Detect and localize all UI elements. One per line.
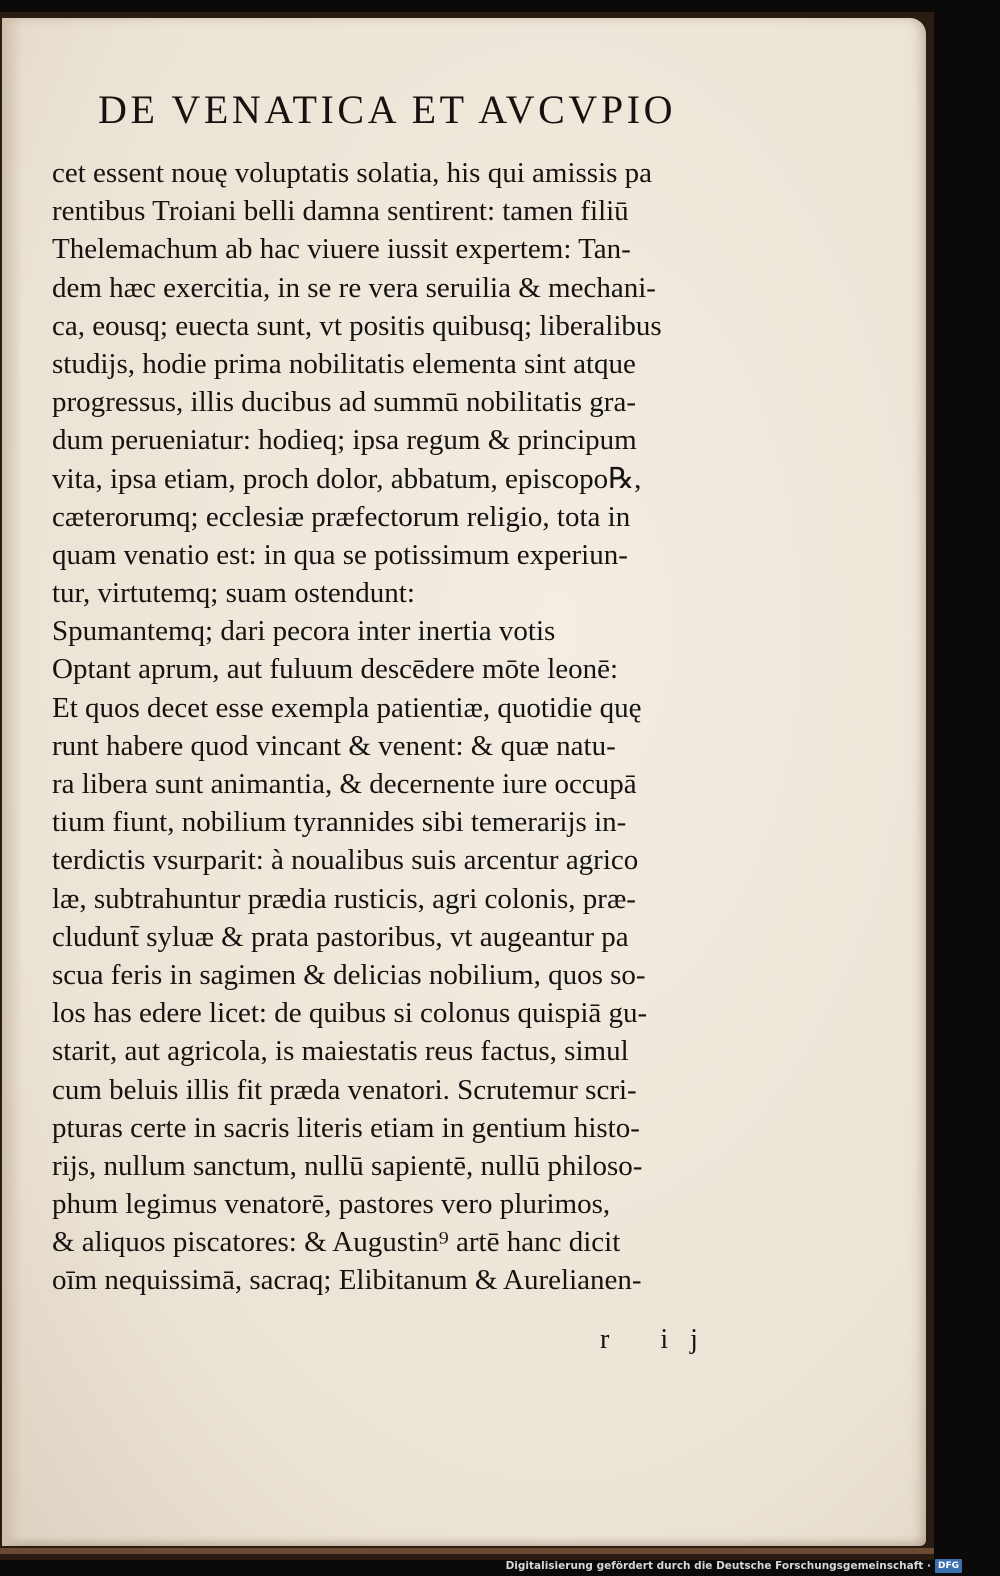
page-bottom-edge [0, 1548, 934, 1554]
text-line: Optant aprum, aut fuluum descēdere mōte leonē: [52, 653, 619, 686]
text-line: cæterorumq; ecclesiæ præfectorum religio, tota in [52, 500, 631, 533]
text-line: pturas certe in sacris literis etiam in gentium histo- [52, 1111, 640, 1144]
text-line: tur, virtutemq; suam ostendunt: [52, 577, 415, 610]
text-line: los has edere licet: de quibus si colonus quispiā gu- [52, 997, 648, 1030]
text-line: & aliquos piscatores: & Augustin⁹ artē hanc dicit [52, 1226, 621, 1259]
text-line: cet essent nouę voluptatis solatia, his qui amissis pa [52, 157, 653, 189]
text-line: rijs, nullum sanctum, nullū sapientē, nullū philoso- [52, 1149, 643, 1182]
text-line: dem hæc exercitia, in se re vera seruilia & mechani- [52, 271, 656, 304]
text-line: tium fiunt, nobilium tyrannides sibi temerarijs in- [52, 806, 627, 839]
text-line: runt habere quod vincant & venent: & quæ natu- [52, 729, 616, 762]
text-line: Thelemachum ab hac viuere iussit expertem: Tan- [52, 233, 631, 266]
text-line: terdictis vsurparit: à noualibus suis arcentur agrico [52, 844, 639, 877]
text-line: Spumantemq; dari pecora inter inertia votis [52, 615, 556, 648]
text-line: scua feris in sagimen & delicias nobilium, quos so- [52, 958, 646, 991]
text-line: ca, eousq; euecta sunt, vt positis quibusq; liberalibus [52, 309, 662, 342]
book-page [2, 18, 926, 1546]
text-line: ra libera sunt animantia, & decernente iure occupā [52, 768, 637, 800]
digitization-credit [506, 1559, 962, 1573]
dfg-logo-icon: DFG [935, 1559, 962, 1573]
text-line: vita, ipsa etiam, proch dolor, abbatum, episcopo℞, [52, 462, 642, 495]
text-line: oīm nequissimā, sacraq; Elibitanum & Aurelianen- [52, 1264, 642, 1297]
text-line: læ, subtrahuntur prædia rusticis, agri colonis, præ- [52, 882, 636, 915]
text-line: rentibus Troiani belli damna sentirent: tamen filiū [52, 195, 629, 228]
body-text [52, 154, 792, 1300]
text-line: progressus, illis ducibus ad summū nobilitatis gra- [52, 386, 636, 419]
text-line: Et quos decet esse exempla patientiæ, quotidie quę [52, 691, 642, 724]
text-line: cludunt̄ syluæ & prata pastoribus, vt augeantur pa [52, 920, 629, 953]
text-line: quam venatio est: in qua se potissimum experiun- [52, 538, 628, 571]
gutter-shading [2, 18, 22, 1546]
text-line: dum perueniatur: hodieq; ipsa regum & principum [52, 424, 637, 457]
text-line: starit, aut agricola, is maiestatis reus factus, simul [52, 1035, 629, 1068]
credit-text: Digitalisierung gefördert durch die Deutsche Forschungsgemeinschaft · [505, 1560, 931, 1572]
running-head: DE VENATICA ET AVCVPIO [98, 87, 677, 132]
signature-mark: r ij [600, 1324, 720, 1355]
text-line: studijs, hodie prima nobilitatis elementa sint atque [52, 347, 636, 380]
text-line: phum legimus venatorē, pastores vero plurimos, [52, 1188, 611, 1221]
text-line: cum beluis illis fit præda venatori. Scrutemur scri- [52, 1073, 637, 1106]
